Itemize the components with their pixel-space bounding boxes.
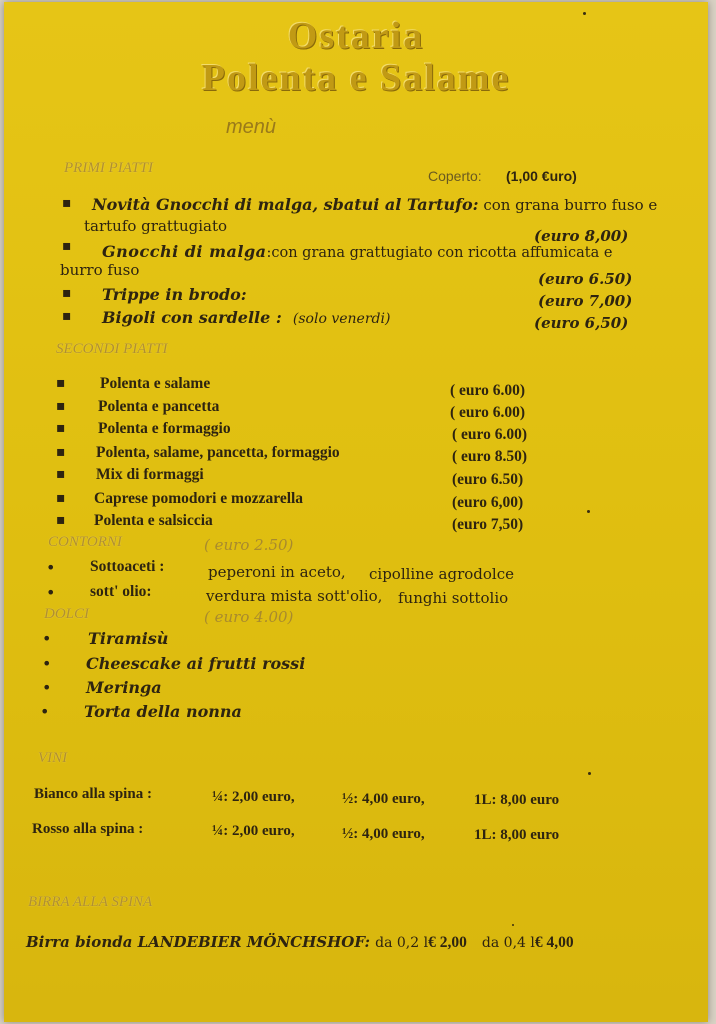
bullet: ▪ bbox=[56, 420, 66, 436]
beer-large-price: € 4,00 bbox=[534, 934, 574, 951]
coperto-value: (1,00 €uro) bbox=[506, 168, 577, 184]
dish-note: (solo venerdi) bbox=[292, 311, 391, 327]
beer-name: Birra bionda LANDEBIER MÖNCHSHOF: bbox=[26, 933, 371, 951]
beer-large-label: da 0,4 l bbox=[481, 935, 535, 951]
section-birra-heading: BIRRA ALLA SPINA bbox=[28, 894, 153, 910]
bullet: • bbox=[46, 583, 56, 602]
dish-variant: verdura mista sott'olio, bbox=[206, 587, 383, 605]
dish-price: (euro 6,00) bbox=[452, 494, 524, 511]
dish-price: ( euro 6.00) bbox=[452, 426, 528, 443]
bullet: ▪ bbox=[62, 195, 72, 211]
dish-name: Polenta e pancetta bbox=[98, 398, 220, 415]
dish-price: (euro 6.50) bbox=[452, 471, 524, 488]
bullet: ▪ bbox=[62, 238, 72, 254]
dish-name: Sottoaceti : bbox=[90, 558, 165, 575]
dish-description: burro fuso bbox=[60, 261, 140, 279]
bullet: ▪ bbox=[56, 490, 66, 506]
paper-speck bbox=[583, 12, 586, 15]
wine-label: Rosso alla spina : bbox=[32, 821, 144, 837]
paper-speck bbox=[512, 924, 514, 926]
bullet: • bbox=[42, 678, 52, 697]
bullet: ▪ bbox=[56, 444, 66, 460]
section-secondi-heading: SECONDI PIATTI bbox=[56, 341, 168, 357]
dish-name: Polenta, salame, pancetta, formaggio bbox=[96, 444, 340, 461]
dish-name: Polenta e salame bbox=[100, 375, 211, 392]
dish-price: ( euro 6.00) bbox=[450, 404, 526, 421]
dish-price: (euro 6,50) bbox=[534, 314, 629, 332]
paper-speck bbox=[588, 772, 591, 775]
wine-price-quarter: ¼: 2,00 euro, bbox=[212, 789, 295, 805]
dish-name: sott' olio: bbox=[90, 583, 152, 600]
dish-variant: peperoni in aceto, bbox=[208, 563, 346, 581]
dish-price: (euro 7,50) bbox=[452, 516, 524, 533]
dish-description: con grana burro fuso e bbox=[478, 196, 658, 214]
dish-name: Novità Gnocchi di malga, sbatui al Tartufo: bbox=[92, 195, 479, 214]
dish-name: Gnocchi di malga bbox=[102, 242, 267, 261]
dish-name: Caprese pomodori e mozzarella bbox=[94, 490, 304, 507]
dish-description: tartufo grattugiato bbox=[84, 217, 228, 235]
dessert-name: Cheescake ai frutti rossi bbox=[86, 654, 306, 673]
dish-price: ( euro 6.00) bbox=[450, 382, 526, 399]
bullet: ▪ bbox=[56, 466, 66, 482]
dish-name: Polenta e formaggio bbox=[98, 420, 231, 437]
dish-name: Trippe in brodo: bbox=[102, 285, 247, 304]
wine-price-liter: 1L: 8,00 euro bbox=[474, 827, 560, 843]
dish-price: (euro 6.50) bbox=[538, 270, 633, 288]
bullet: • bbox=[40, 702, 50, 721]
menu-label: menù bbox=[226, 116, 277, 138]
contorni-price: ( euro 2.50) bbox=[204, 536, 294, 554]
dish-variant: cipolline agrodolce bbox=[369, 565, 514, 583]
wine-price-half: ½: 4,00 euro, bbox=[342, 791, 425, 807]
bullet: • bbox=[42, 654, 52, 673]
section-primi-heading: PRIMI PIATTI bbox=[64, 160, 154, 176]
dish-price: (euro 7,00) bbox=[538, 292, 633, 310]
restaurant-subtitle: Polenta e Salame bbox=[201, 57, 511, 99]
dish-variant: funghi sottolio bbox=[398, 589, 509, 607]
wine-price-liter: 1L: 8,00 euro bbox=[474, 792, 560, 808]
section-dolci-heading: DOLCI bbox=[44, 606, 90, 622]
dish-name: Bigoli con sardelle : bbox=[102, 308, 282, 327]
dish-name: Polenta e salsiccia bbox=[94, 512, 213, 529]
section-vini-heading: VINI bbox=[38, 750, 68, 766]
wine-price-quarter: ¼: 2,00 euro, bbox=[212, 823, 295, 839]
bullet: ▪ bbox=[62, 285, 72, 301]
dish-name: Mix di formaggi bbox=[96, 466, 204, 483]
wine-label: Bianco alla spina : bbox=[34, 786, 152, 802]
dish-price: ( euro 8.50) bbox=[452, 448, 528, 465]
wine-price-half: ½: 4,00 euro, bbox=[342, 826, 425, 842]
dessert-name: Torta della nonna bbox=[84, 702, 242, 721]
bullet: ▪ bbox=[62, 308, 72, 324]
dolci-price: ( euro 4.00) bbox=[204, 608, 294, 626]
dessert-name: Meringa bbox=[86, 678, 162, 697]
dish-description: :con grana grattugiato con ricotta affumicata e bbox=[266, 245, 613, 261]
list-item bbox=[92, 195, 657, 214]
list-item bbox=[102, 308, 390, 327]
beer-small-label: da 0,2 l bbox=[375, 935, 429, 951]
beer-row bbox=[26, 932, 574, 952]
beer-small-price: € 2,00 bbox=[428, 934, 467, 951]
bullet: ▪ bbox=[56, 512, 66, 528]
bullet: ▪ bbox=[56, 398, 66, 414]
bullet: • bbox=[46, 558, 56, 577]
section-contorni-heading: CONTORNI bbox=[48, 534, 122, 550]
restaurant-name: Ostaria bbox=[287, 15, 425, 57]
menu-sheet bbox=[4, 2, 708, 1022]
bullet: ▪ bbox=[56, 375, 66, 391]
dessert-name: Tiramisù bbox=[88, 629, 169, 648]
bullet: • bbox=[42, 629, 52, 648]
coperto-label: Coperto: bbox=[428, 168, 482, 184]
list-item bbox=[102, 242, 612, 261]
dish-price: (euro 8,00) bbox=[534, 227, 629, 245]
paper-speck bbox=[587, 510, 590, 513]
